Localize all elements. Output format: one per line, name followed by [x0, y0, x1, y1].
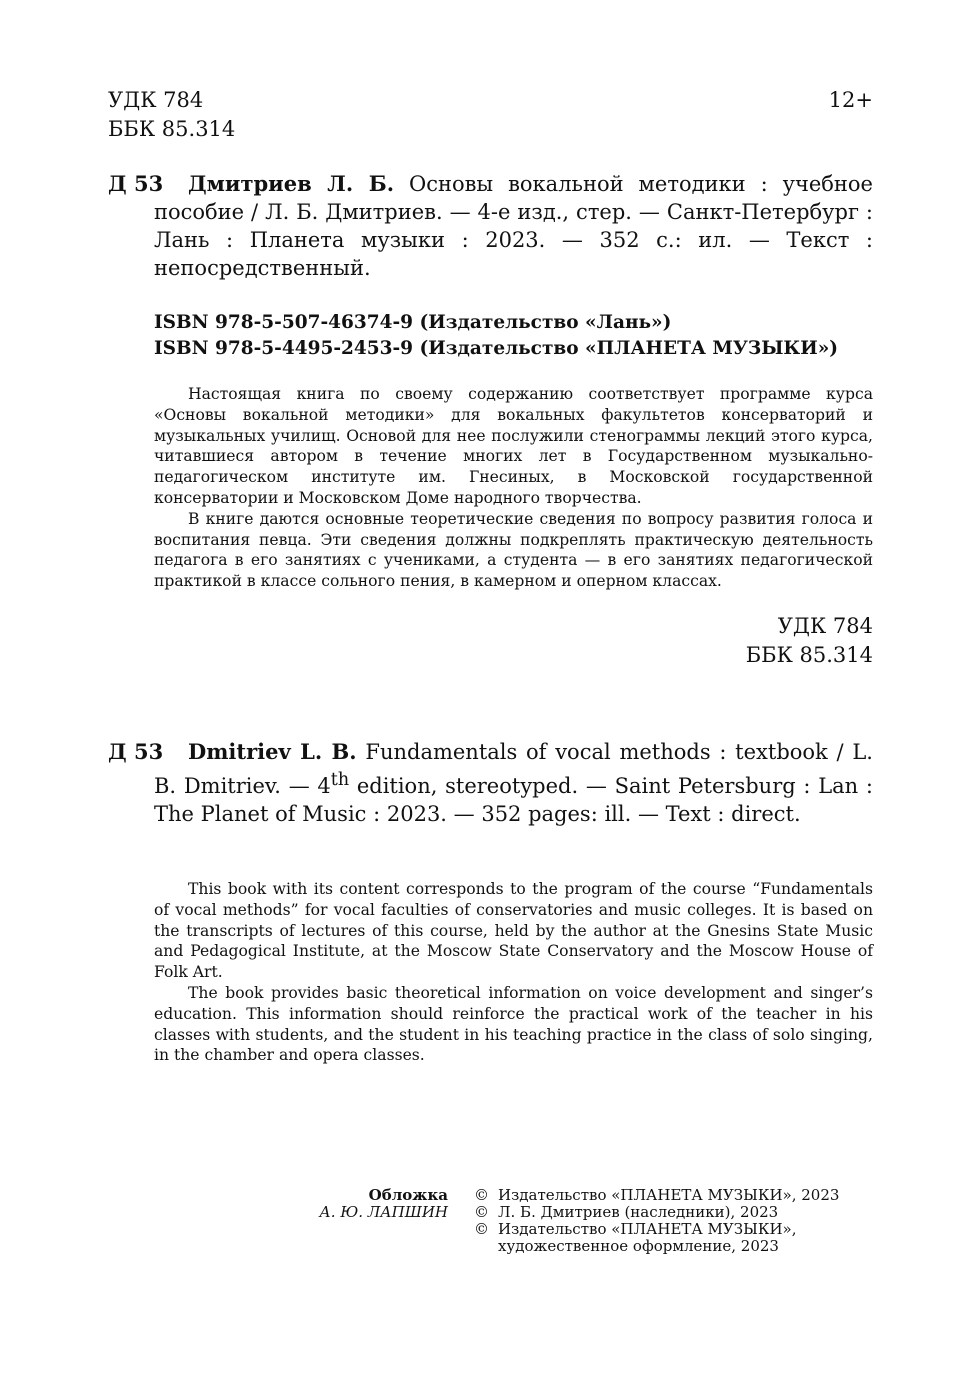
- copyright-icon: ©: [474, 1220, 489, 1238]
- ru-entry-text: Основы вокальной методики : учебное пособие / Л. Б. Дмитриев. — 4-е изд., стер. — Санкт-Петербург : Лань : Планета музыки : 2023. — 352 с.: ил. — Текст : непосредственный.: [154, 172, 873, 280]
- edition-superscript: th: [330, 770, 350, 790]
- classification-bottom: [700, 612, 873, 670]
- copyright-line-continued: художественное оформление, 2023: [498, 1237, 779, 1255]
- isbn-block: [154, 310, 838, 362]
- header-classification: [108, 86, 235, 144]
- copyright-block: [474, 1187, 839, 1255]
- bbk-code-bottom: ББК 85.314: [745, 643, 873, 667]
- copyright-icon: ©: [474, 1186, 489, 1204]
- ru-author-code: Д 53: [108, 171, 164, 196]
- copyright-line: © Л. Б. Дмитриев (наследники), 2023: [474, 1203, 779, 1221]
- isbn-planeta: ISBN 978-5-4495-2453-9 (Издательство «ПЛАНЕТА МУЗЫКИ»): [154, 338, 839, 359]
- isbn-lan: ISBN 978-5-507-46374-9 (Издательство «Лань»): [154, 312, 672, 333]
- ru-bibliographic-entry: [108, 170, 873, 282]
- en-entry-text: Fundamentals of vocal methods : textbook / L. B. Dmitriev. — 4: [154, 740, 873, 798]
- copyright-line: © Издательство «ПЛАНЕТА МУЗЫКИ»,: [474, 1220, 797, 1238]
- cover-label: Обложка: [368, 1186, 448, 1204]
- age-rating: 12+: [828, 88, 873, 112]
- ru-author-name: Дмитриев Л. Б.: [188, 171, 395, 196]
- en-annotation-paragraph: The book provides basic theoretical information on voice development and singer’s education. This information should reinforce the practical work of the teacher in his classes with students, and the student in his teaching practice in the class of solo singing, in the chamber and opera classes.: [154, 983, 873, 1065]
- copyright-icon: ©: [474, 1203, 489, 1221]
- en-author-code: Д 53: [108, 739, 164, 764]
- en-annotation-paragraph: This book with its content corresponds to the program of the course “Fundamentals of vocal methods” for vocal faculties of conservatories and music colleges. It is based on the transcripts of lectures of this course, held by the author at the Gnesins State Music and Pedagogical Institute, at the Moscow State Conservatory and the Moscow House of Folk Art.: [154, 880, 873, 982]
- ru-annotation: [154, 384, 873, 592]
- en-annotation: [154, 879, 873, 1066]
- bbk-code: ББК 85.314: [108, 117, 236, 141]
- en-entry-text-rest: edition, stereotyped. — Saint Petersburg : Lan : The Planet of Music : 2023. — 352 pages: ill. — Text : direct.: [154, 774, 873, 826]
- en-bibliographic-entry: [108, 738, 873, 828]
- copyright-line: © Издательство «ПЛАНЕТА МУЗЫКИ», 2023: [474, 1186, 840, 1204]
- ru-annotation-paragraph: В книге даются основные теоретические сведения по вопросу развития голоса и воспитания певца. Эти сведения должны подкреплять практическую деятельность педагога в его занятиях с учениками, а студента — в его занятиях педагогической практикой в классе сольного пения, в камерном и оперном классах.: [154, 509, 873, 591]
- cover-artist: А. Ю. ЛАПШИН: [319, 1203, 448, 1221]
- udk-code: УДК 784: [108, 88, 204, 112]
- ru-annotation-paragraph: Настоящая книга по своему содержанию соответствует программе курса «Основы вокальной методики» для вокальных факультетов консерваторий и музыкальных училищ. Основой для нее послужили стенограммы лекций этого курса, читавшиеся автором в течение многих лет в Государственном музыкально-педагогическом институте им. Гнесиных, в Московской государственной консерватории и Московском Доме народного творчества.: [154, 385, 873, 507]
- cover-credit: [240, 1187, 448, 1221]
- udk-code-bottom: УДК 784: [777, 614, 873, 638]
- en-author-name: Dmitriev L. B.: [188, 739, 357, 764]
